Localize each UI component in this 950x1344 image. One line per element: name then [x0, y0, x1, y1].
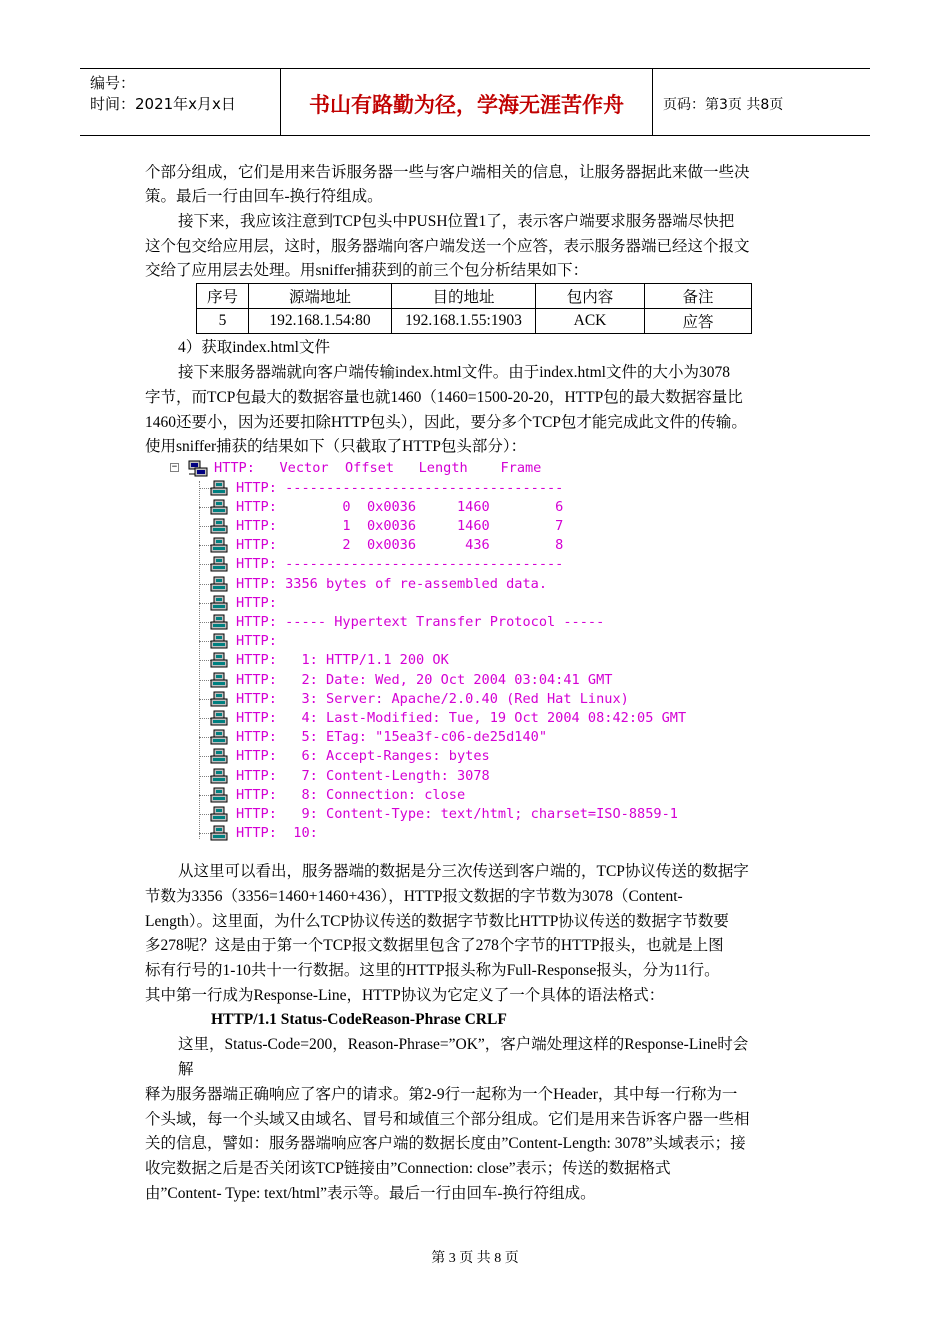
packet-icon	[210, 825, 228, 841]
packet-icon	[210, 729, 228, 745]
tree-row-label: HTTP: 3356 bytes of re-assembled data.	[236, 575, 547, 592]
table-cell: ACK	[536, 309, 645, 334]
time-label: 时间：2021年x月x日	[90, 95, 236, 113]
tree-row-label: HTTP: 4: Last-Modified: Tue, 19 Oct 2004 08:42:05 GMT	[236, 709, 687, 726]
table-header-cell: 序号	[197, 284, 249, 309]
paragraph-line: 接下来服务器端就向客户端传输index.html文件。由于index.html文件的大小为3078	[178, 364, 730, 381]
packet-icon	[210, 768, 228, 784]
tree-row-label: HTTP: 0 0x0036 1460 6	[236, 498, 564, 515]
tree-row-label: HTTP: ----- Hypertext Transfer Protocol -----	[236, 613, 605, 630]
tree-row[interactable]	[168, 671, 788, 690]
paragraph-line: 其中第一行成为Response-Line，HTTP协议为它定义了一个具体的语法格式：	[145, 987, 665, 1004]
packet-icon	[210, 499, 228, 515]
packet-icon	[210, 537, 228, 553]
tree-row-label: HTTP: 6: Accept-Ranges: bytes	[236, 748, 490, 765]
table-cell: 应答	[645, 309, 752, 334]
packet-icon	[210, 691, 228, 707]
header-page-label: 页码：第3页 共8页	[663, 96, 784, 113]
paragraph-line: 字节，而TCP包最大的数据容量也就1460（1460=1500-20-20，HTTP包的最大数据容量比	[145, 389, 743, 406]
tree-row-label: HTTP: 8: Connection: close	[236, 786, 466, 803]
tree-row[interactable]	[168, 824, 788, 843]
paragraph-line: 交给了应用层去处理。用sniffer捕获到的前三个包分析结果如下：	[145, 262, 589, 279]
tree-row[interactable]	[168, 613, 788, 632]
packet-icon	[210, 748, 228, 764]
number-label: 编号：	[90, 74, 136, 92]
paragraph-line: 由”Content- Type: text/html”表示等。最后一行由回车-换行符组成。	[145, 1185, 596, 1202]
packet-icon	[210, 556, 228, 572]
packet-icon	[210, 576, 228, 592]
tree-row[interactable]	[168, 709, 788, 728]
network-computer-icon	[188, 460, 208, 477]
tree-row[interactable]	[168, 594, 788, 613]
section-heading: 4）获取index.html文件	[178, 339, 330, 356]
packet-icon	[210, 710, 228, 726]
paragraph-line: 收完数据之后是否关闭该TCP链接由”Connection: close”表示；传送的数据格式	[145, 1160, 671, 1177]
packet-icon	[210, 595, 228, 611]
packet-icon	[210, 652, 228, 668]
paragraph-line: 个头域，每一个头域又由域名、冒号和域值三个部分组成。它们是用来告诉客户器一些相	[145, 1111, 750, 1128]
tree-row-label: HTTP: ----------------------------------	[236, 479, 564, 496]
table-header-cell: 源端地址	[249, 284, 392, 309]
table-header-row	[197, 284, 752, 309]
paragraph-line: 多278呢？这是由于第一个TCP报文数据里包含了278个字节的HTTP报头，也就是上图	[145, 937, 724, 954]
packet-icon	[210, 672, 228, 688]
packet-icon	[210, 787, 228, 803]
paragraph-line: 释为服务器端正确响应了客户的请求。第2-9行一起称为一个Header，其中每一行称为一	[145, 1086, 738, 1103]
packet-icon	[210, 806, 228, 822]
tree-row[interactable]	[168, 767, 788, 786]
paragraph-line: 接下来，我应该注意到TCP包头中PUSH位置1了，表示客户端要求服务器端尽快把	[178, 213, 735, 230]
tree-row[interactable]	[168, 747, 788, 766]
tree-row-label: HTTP: 1 0x0036 1460 7	[236, 517, 564, 534]
table-row	[197, 309, 752, 334]
sniffer-decode-tree	[168, 459, 788, 847]
page-footer: 第 3 页 共 8 页	[431, 1251, 519, 1266]
paragraph-line: 关的信息，譬如：服务器端响应客户端的数据长度由”Content-Length: 3078”头域表示；接	[145, 1135, 746, 1152]
tree-row[interactable]	[168, 517, 788, 536]
tree-row[interactable]	[168, 555, 788, 574]
packet-icon	[210, 633, 228, 649]
response-line-syntax: HTTP/1.1 Status-CodeReason-Phrase CRLF	[211, 1011, 507, 1028]
paragraph-line: 从这里可以看出，服务器端的数据是分三次传送到客户端的，TCP协议传送的数据字	[178, 863, 749, 880]
packet-icon	[210, 480, 228, 496]
packet-icon	[210, 518, 228, 534]
tree-row[interactable]	[168, 651, 788, 670]
tree-root-label: HTTP: Vector Offset Length Frame	[214, 460, 542, 476]
paragraph-line: Length）。这里面，为什么TCP协议传送的数据字节数比HTTP协议传送的数据字节数要	[145, 913, 729, 930]
paragraph-line: 标有行号的1-10共十一行数据。这里的HTTP报头称为Full-Response报头，分为11行。	[145, 962, 720, 979]
tree-row-label: HTTP:	[236, 633, 277, 650]
packet-icon	[210, 614, 228, 630]
tree-row[interactable]	[168, 805, 788, 824]
tree-row-label: HTTP: 2: Date: Wed, 20 Oct 2004 03:04:41 GMT	[236, 671, 613, 688]
tree-root-row[interactable]	[168, 459, 788, 478]
paragraph-line: 1460还要小，因为还要扣除HTTP包头），因此，要分多个TCP包才能完成此文件的传输。	[145, 414, 747, 431]
tree-row[interactable]	[168, 690, 788, 709]
paragraph-line: 解	[178, 1061, 194, 1078]
paragraph-line: 使用sniffer捕获的结果如下（只截取了HTTP包头部分）：	[145, 438, 527, 455]
table-cell: 192.168.1.55:1903	[392, 309, 536, 334]
tree-row[interactable]	[168, 536, 788, 555]
paragraph-line: 这里，Status-Code=200，Reason-Phrase=”OK”，客户端处理这样的Response-Line时会	[178, 1036, 749, 1053]
packet-table	[196, 283, 752, 334]
tree-row[interactable]	[168, 786, 788, 805]
tree-row[interactable]	[168, 728, 788, 747]
tree-row-label: HTTP: 3: Server: Apache/2.0.40 (Red Hat Linux)	[236, 690, 629, 707]
paragraph-line: 节数为3356（3356=1460+1460+436），HTTP报文数据的字节数为3078（Content-	[145, 888, 683, 905]
table-cell: 192.168.1.54:80	[249, 309, 392, 334]
table-cell: 5	[197, 309, 249, 334]
tree-row-label: HTTP: 5: ETag: "15ea3f-c06-de25d140"	[236, 729, 547, 746]
tree-row-label: HTTP: 10:	[236, 825, 318, 842]
tree-row[interactable]	[168, 498, 788, 517]
tree-row-label: HTTP: 7: Content-Length: 3078	[236, 767, 490, 784]
paragraph-line: 策。最后一行由回车-换行符组成。	[145, 188, 383, 205]
table-header-cell: 备注	[645, 284, 752, 309]
paragraph-line: 这个包交给应用层，这时，服务器端向客户端发送一个应答，表示服务器端已经这个报文	[145, 238, 750, 255]
table-header-cell: 包内容	[536, 284, 645, 309]
tree-row-label: HTTP: 1: HTTP/1.1 200 OK	[236, 652, 449, 669]
tree-row-label: HTTP: 2 0x0036 436 8	[236, 537, 564, 554]
tree-row[interactable]	[168, 632, 788, 651]
collapse-toggle-icon[interactable]: −	[171, 462, 178, 472]
tree-row[interactable]	[168, 479, 788, 498]
tree-row[interactable]	[168, 575, 788, 594]
table-header-cell: 目的地址	[392, 284, 536, 309]
page-header	[80, 68, 870, 136]
tree-row-label: HTTP: ----------------------------------	[236, 556, 564, 573]
tree-row-label: HTTP: 9: Content-Type: text/html; charset=ISO-8859-1	[236, 805, 678, 822]
header-meta	[80, 69, 281, 135]
paragraph-line: 个部分组成，它们是用来告诉服务器一些与客户端相关的信息，让服务器据此来做一些决	[145, 164, 750, 181]
tree-row-label: HTTP:	[236, 594, 277, 611]
header-motto: 书山有路勤为径，学海无涯苦作舟	[281, 69, 653, 135]
